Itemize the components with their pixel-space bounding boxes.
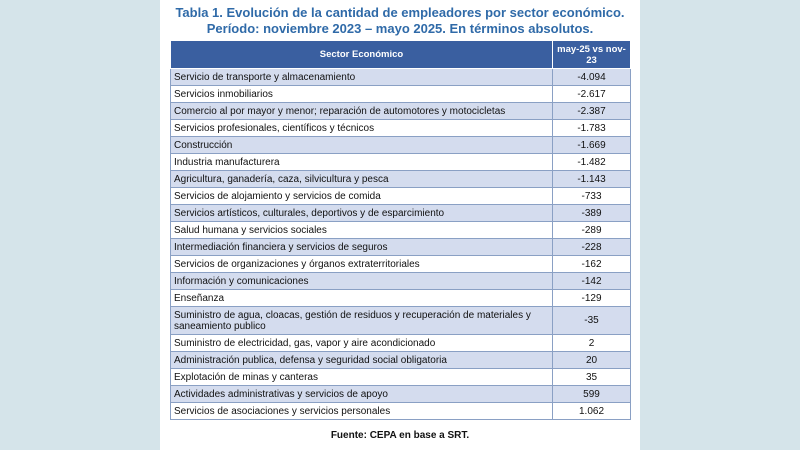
table-row (171, 403, 631, 420)
table-title (160, 5, 640, 37)
table-row (171, 290, 631, 307)
sector-cell: Salud humana y servicios sociales (171, 222, 553, 239)
sector-cell: Explotación de minas y canteras (171, 369, 553, 386)
table-row (171, 222, 631, 239)
value-cell: -2.617 (553, 86, 631, 103)
sector-cell: Construcción (171, 137, 553, 154)
sector-cell: Comercio al por mayor y menor; reparación de automotores y motocicletas (171, 103, 553, 120)
table-row (171, 256, 631, 273)
sector-cell: Suministro de electricidad, gas, vapor y aire acondicionado (171, 335, 553, 352)
sector-cell: Servicios de asociaciones y servicios personales (171, 403, 553, 420)
value-cell: -4.094 (553, 69, 631, 86)
value-cell: 1.062 (553, 403, 631, 420)
table-row (171, 239, 631, 256)
table-row (171, 137, 631, 154)
value-cell: -35 (553, 307, 631, 335)
table-row (171, 352, 631, 369)
value-cell: -142 (553, 273, 631, 290)
value-cell: -228 (553, 239, 631, 256)
table-row (171, 86, 631, 103)
value-cell: -2.387 (553, 103, 631, 120)
value-cell: 2 (553, 335, 631, 352)
table-row (171, 386, 631, 403)
table-row (171, 120, 631, 137)
sector-cell: Suministro de agua, cloacas, gestión de residuos y recuperación de materiales y saneamiento publico (171, 307, 553, 335)
value-cell: 20 (553, 352, 631, 369)
value-cell: -162 (553, 256, 631, 273)
sector-cell: Servicios profesionales, científicos y técnicos (171, 120, 553, 137)
title-line-2: Período: noviembre 2023 – mayo 2025. En términos absolutos. (206, 21, 594, 36)
value-cell: -289 (553, 222, 631, 239)
value-cell: -1.669 (553, 137, 631, 154)
sector-cell: Intermediación financiera y servicios de seguros (171, 239, 553, 256)
value-cell: -1.783 (553, 120, 631, 137)
table-row (171, 154, 631, 171)
value-cell: -733 (553, 188, 631, 205)
value-cell: -1.143 (553, 171, 631, 188)
table-card (160, 0, 640, 450)
sector-cell: Actividades administrativas y servicios de apoyo (171, 386, 553, 403)
table-row (171, 69, 631, 86)
value-cell: -389 (553, 205, 631, 222)
sector-cell: Servicio de transporte y almacenamiento (171, 69, 553, 86)
table-row (171, 188, 631, 205)
table-header-row (171, 41, 631, 69)
employers-table (170, 40, 631, 420)
table-row (171, 205, 631, 222)
sector-cell: Servicios de organizaciones y órganos extraterritoriales (171, 256, 553, 273)
sector-cell: Servicios inmobiliarios (171, 86, 553, 103)
table-row (171, 307, 631, 335)
sector-cell: Enseñanza (171, 290, 553, 307)
sector-cell: Servicios artísticos, culturales, deportivos y de esparcimiento (171, 205, 553, 222)
header-sector: Sector Económico (171, 41, 553, 69)
title-line-1: Tabla 1. Evolución de la cantidad de empleadores por sector económico. (175, 5, 625, 20)
table-row (171, 171, 631, 188)
value-cell: -1.482 (553, 154, 631, 171)
value-cell: -129 (553, 290, 631, 307)
sector-cell: Administración publica, defensa y seguridad social obligatoria (171, 352, 553, 369)
sector-cell: Servicios de alojamiento y servicios de comida (171, 188, 553, 205)
table-row (171, 335, 631, 352)
sector-cell: Agricultura, ganadería, caza, silvicultura y pesca (171, 171, 553, 188)
table-row (171, 369, 631, 386)
source-note: Fuente: CEPA en base a SRT. (330, 430, 470, 441)
sector-cell: Información y comunicaciones (171, 273, 553, 290)
header-change: may-25 vs nov-23 (553, 41, 631, 69)
table-row (171, 273, 631, 290)
sector-cell: Industria manufacturera (171, 154, 553, 171)
table-row (171, 103, 631, 120)
value-cell: 35 (553, 369, 631, 386)
value-cell: 599 (553, 386, 631, 403)
